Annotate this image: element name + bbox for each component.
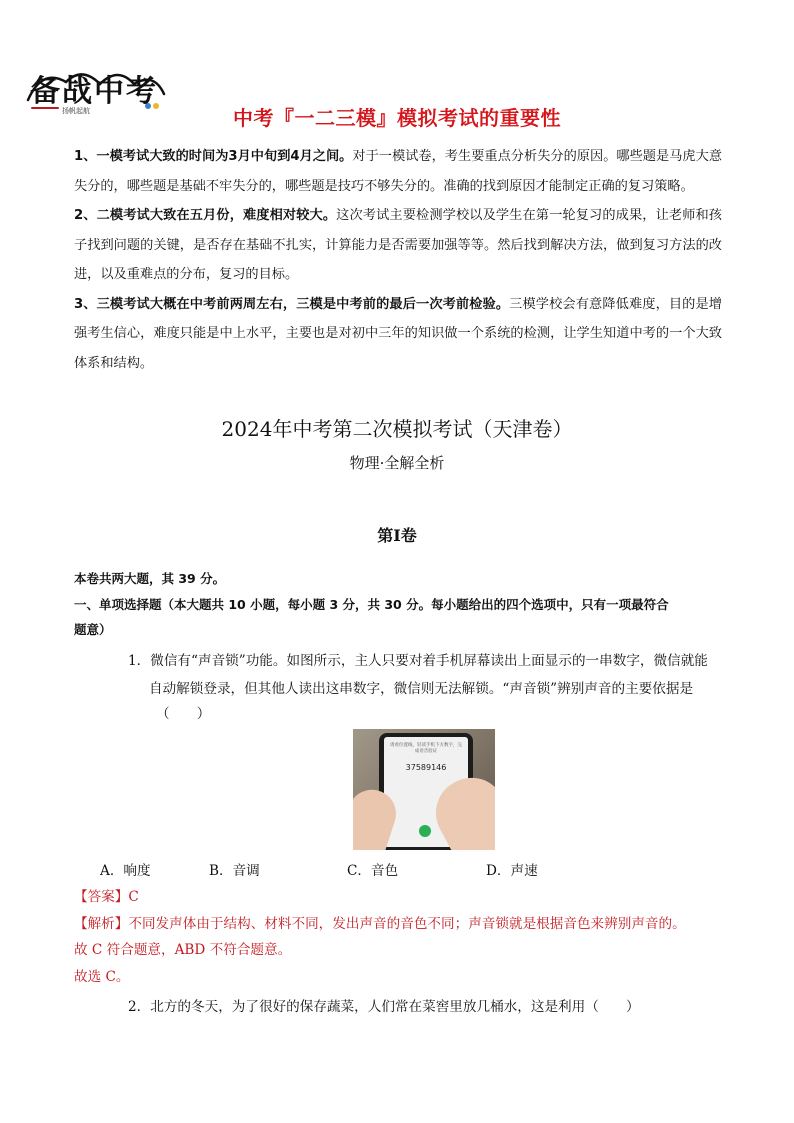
section-heading-line1: 一、单项选择题（本大题共 10 小题，每小题 3 分，共 30 分。每小题给出的四个选项中，只有一项最符合 [74, 597, 669, 612]
analysis-line1 [74, 910, 686, 938]
intro-paragraph-1 [74, 142, 722, 201]
exam-note: 本卷共两大题，其 39 分。 [74, 571, 226, 586]
logo-tagline: 扬帆起航 [62, 107, 90, 115]
option-a: A．响度 [100, 863, 151, 879]
microphone-icon [419, 825, 431, 837]
answer-label: 【答案】 [74, 889, 129, 905]
question-1-bracket: （ ） [156, 706, 211, 722]
intro-body-1: 对于一模试卷，考生要重点分析失分的原因。哪些题是马虎大意失分的，哪些题是基础不牢失分的，哪些题是技巧不够失分的。准确的找到原因才能制定正确的复习策略。 [74, 149, 722, 194]
intro-body-3: 三模学校会有意降低难度，目的是增强考生信心，难度只能是中上水平，主要也是对初中三年的知识做一个系统的检测，让学生知道中考的一个大致体系和结构。 [74, 296, 722, 371]
intro-section [74, 142, 722, 378]
answer-value: C [128, 889, 139, 905]
intro-body-2: 这次考试主要检测学校以及学生在第一轮复习的成果，让老师和孩子找到问题的关键，是否存在基础不扎实，计算能力是否需要加强等等。然后找到解决方法，做到复习方法的改进，以及重难点的分布，复习的目标。 [74, 208, 722, 282]
screen-instruction: 请看位置线，轻读手机下方数字，完成语音验证 [390, 743, 462, 754]
phone-photo [353, 729, 495, 850]
question-2-line1: 2．北方的冬天，为了很好的保存蔬菜，人们常在菜窖里放几桶水，这是利用（ ） [128, 999, 640, 1015]
option-d: D．声速 [486, 863, 538, 879]
analysis-text: 不同发声体由于结构、材料不同，发出声音的音色不同；声音锁就是根据音色来辨别声音的。 [128, 916, 686, 932]
exam-title: 2024年中考第二次模拟考试（天津卷） [221, 417, 573, 441]
intro-lead-1: 1、一模考试大致的时间为3月中旬到4月之间。 [74, 149, 353, 164]
question-1-line1: 1．微信有“声音锁”功能。如图所示，主人只要对着手机屏幕读出上面显示的一串数字，微信就能 [128, 653, 708, 669]
section-heading-line2: 题意） [74, 622, 112, 637]
answer-line [74, 883, 139, 911]
intro-lead-3: 3、三模考试大概在中考前两周左右，三模是中考前的最后一次考前检验。 [74, 296, 510, 312]
intro-paragraph-2 [74, 201, 722, 290]
question-1-line2: 自动解锁登录，但其他人读出这串数字，微信则无法解锁。“声音锁”辨别声音的主要依据是 [149, 681, 694, 697]
intro-lead-2: 2、二模考试大致在五月份，难度相对较大。 [74, 208, 337, 223]
option-b: B．音调 [209, 863, 260, 879]
conclusion: 故选 C。 [74, 969, 130, 985]
screen-number: 37589146 [405, 763, 447, 772]
option-c: C．音色 [347, 863, 399, 879]
analysis-label: 【解析】 [74, 916, 129, 932]
volume-heading: 第Ⅰ卷 [377, 526, 417, 545]
analysis-line2: 故 C 符合题意，ABD 不符合题意。 [74, 942, 292, 958]
logo-text: 备战中考 [30, 74, 158, 109]
intro-paragraph-3 [74, 290, 722, 379]
page-title: 中考『一二三模』模拟考试的重要性 [233, 106, 561, 130]
exam-subtitle: 物理·全解全析 [349, 454, 445, 472]
